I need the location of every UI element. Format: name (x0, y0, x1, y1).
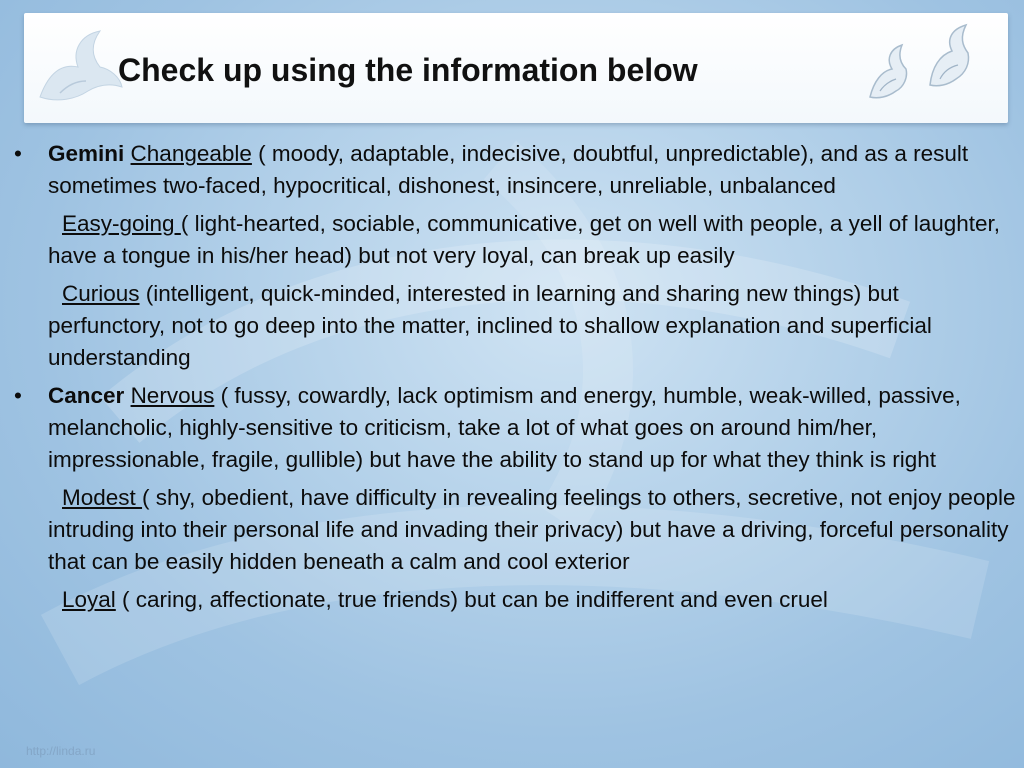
sign-label-gemini: Gemini (48, 141, 125, 166)
page-title: Check up using the information below (118, 52, 698, 88)
dove-icon (30, 27, 126, 113)
cancer-nervous-paragraph (14, 380, 1018, 476)
trait-description: ( caring, affectionate, true friends) but can be indifferent and even cruel (115, 587, 828, 612)
trait-description: ( shy, obedient, have difficulty in revealing feelings to others, secretive, not enjoy people intruding into their personal life and invading their privacy) but have a driving, forceful personality that can be easily hidden beneath a calm and cool exterior (48, 485, 1016, 574)
trait-description: (intelligent, quick-minded, interested in learning and sharing new things) but perfunctory, not to go deep into the matter, inclined to shallow explanation and superficial understanding (48, 281, 932, 370)
dove-icon (920, 21, 974, 91)
trait-changeable: Changeable (130, 141, 252, 166)
trait-description: ( moody, adaptable, indecisive, doubtful, unpredictable), and as a result sometimes two-faced, hypocritical, dishonest, insincere, unreliable, unbalanced (48, 141, 969, 198)
gemini-easy-going-paragraph (48, 208, 1018, 272)
trait-loyal: Loyal (62, 587, 116, 612)
trait-curious: Curious (62, 281, 140, 306)
cancer-modest-paragraph (48, 482, 1018, 578)
bullet-icon: • (14, 141, 22, 166)
trait-modest: Modest (62, 485, 143, 510)
gemini-changeable-paragraph (14, 138, 1018, 202)
trait-nervous: Nervous (130, 383, 215, 408)
dove-icon (862, 41, 912, 103)
slide-body (14, 138, 1018, 622)
trait-easy-going: Easy-going (62, 211, 181, 236)
bullet-icon: • (14, 383, 22, 408)
trait-description: ( light-hearted, sociable, communicative, get on well with people, a yell of laughter, have a tongue in his/her head) but not very loyal, can break up easily (48, 211, 1001, 268)
gemini-curious-paragraph (48, 278, 1018, 374)
sign-label-cancer: Cancer (48, 383, 125, 408)
trait-description: ( fussy, cowardly, lack optimism and energy, humble, weak-willed, passive, melancholic, highly-sensitive to criticism, take a lot of what goes on around him/her, impressionable, fragile, gullible) but have the ability to stand up for what they think is right (48, 383, 961, 472)
cancer-loyal-paragraph (48, 584, 1018, 616)
watermark-text: http://linda.ru (26, 744, 96, 758)
